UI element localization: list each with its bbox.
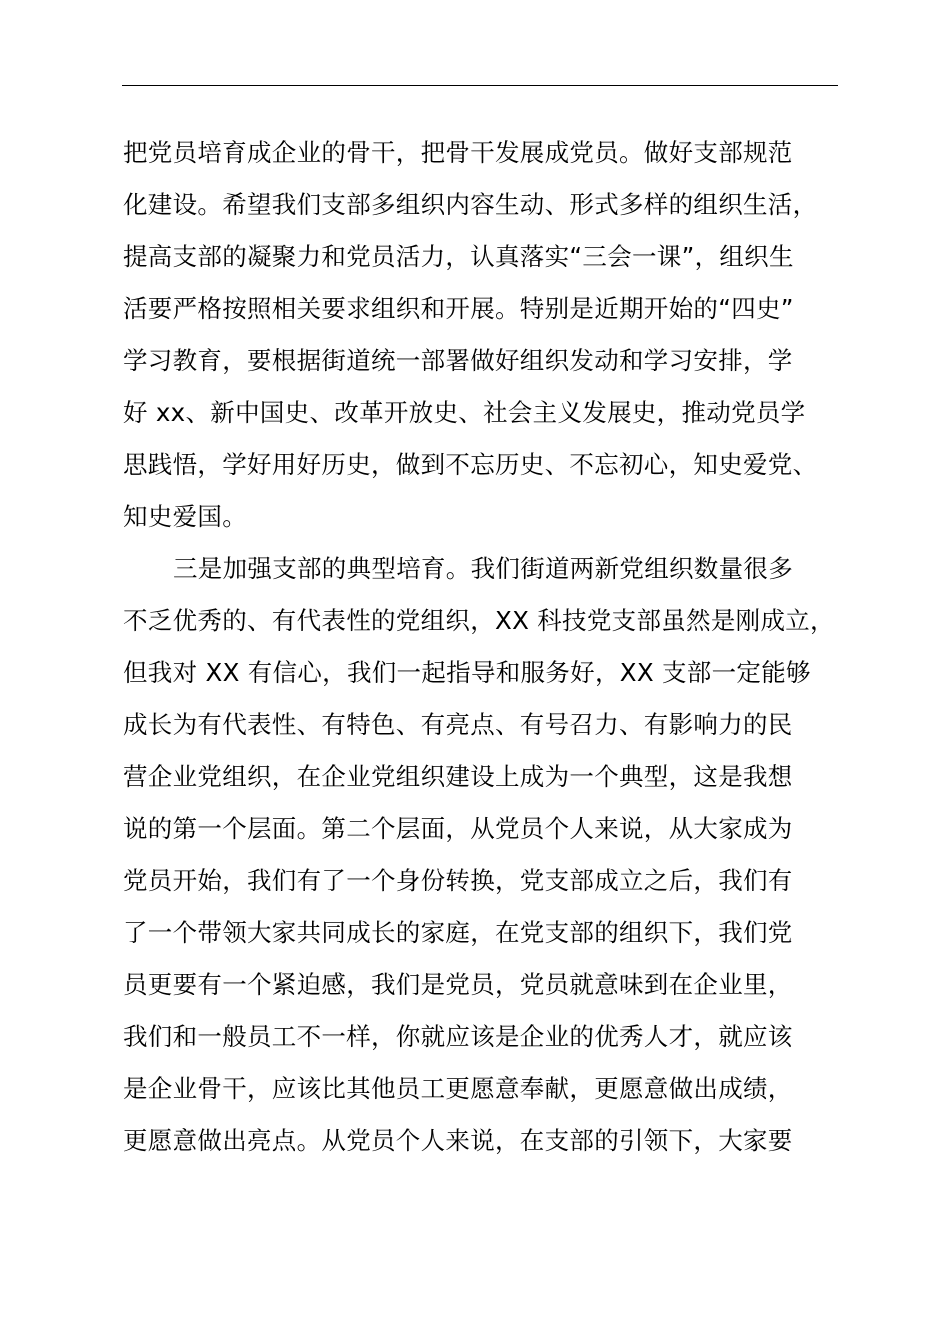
text-line: 把党员培育成企业的骨干，把骨干发展成党员。做好支部规范 — [123, 138, 793, 167]
text-line: 知史爱国。 — [123, 502, 247, 531]
text-line: 我们和一般员工不一样，你就应该是企业的优秀人才，就应该 — [123, 1022, 793, 1051]
paragraph-start-line: 三是加强支部的典型培育。我们街道两新党组织数量很多 — [173, 554, 793, 583]
text-line: 活要严格按照相关要求组织和开展。特别是近期开始的“四史” — [123, 294, 794, 323]
text-line: 不乏优秀的、有代表性的党组织，XX 科技党支部虽然是刚成立， — [123, 606, 835, 635]
text-line: 说的第一个层面。第二个层面，从党员个人来说，从大家成为 — [123, 814, 793, 843]
text-line: 提高支部的凝聚力和党员活力，认真落实“三会一课”，组织生 — [123, 242, 794, 271]
text-line: 但我对 XX 有信心，我们一起指导和服务好，XX 支部一定能够 — [123, 658, 811, 687]
text-line: 是企业骨干，应该比其他员工更愿意奉献，更愿意做出成绩， — [123, 1074, 793, 1103]
text-line: 思践悟，学好用好历史，做到不忘历史、不忘初心，知史爱党、 — [123, 450, 818, 479]
text-line: 学习教育，要根据街道统一部署做好组织发动和学习安排，学 — [123, 346, 793, 375]
text-line: 党员开始，我们有了一个身份转换，党支部成立之后，我们有 — [123, 866, 793, 895]
text-line: 员更要有一个紧迫感，我们是党员，党员就意味到在企业里， — [123, 970, 793, 999]
header-rule — [122, 85, 838, 86]
text-line: 成长为有代表性、有特色、有亮点、有号召力、有影响力的民 — [123, 710, 793, 739]
text-line: 营企业党组织，在企业党组织建设上成为一个典型，这是我想 — [123, 762, 793, 791]
text-line: 更愿意做出亮点。从党员个人来说，在支部的引领下，大家要 — [123, 1126, 793, 1155]
text-line: 化建设。希望我们支部多组织内容生动、形式多样的组织生活， — [123, 190, 818, 219]
text-line: 了一个带领大家共同成长的家庭，在党支部的组织下，我们党 — [123, 918, 793, 947]
text-line: 好 xx、新中国史、改革开放史、社会主义发展史，推动党员学 — [123, 398, 806, 427]
